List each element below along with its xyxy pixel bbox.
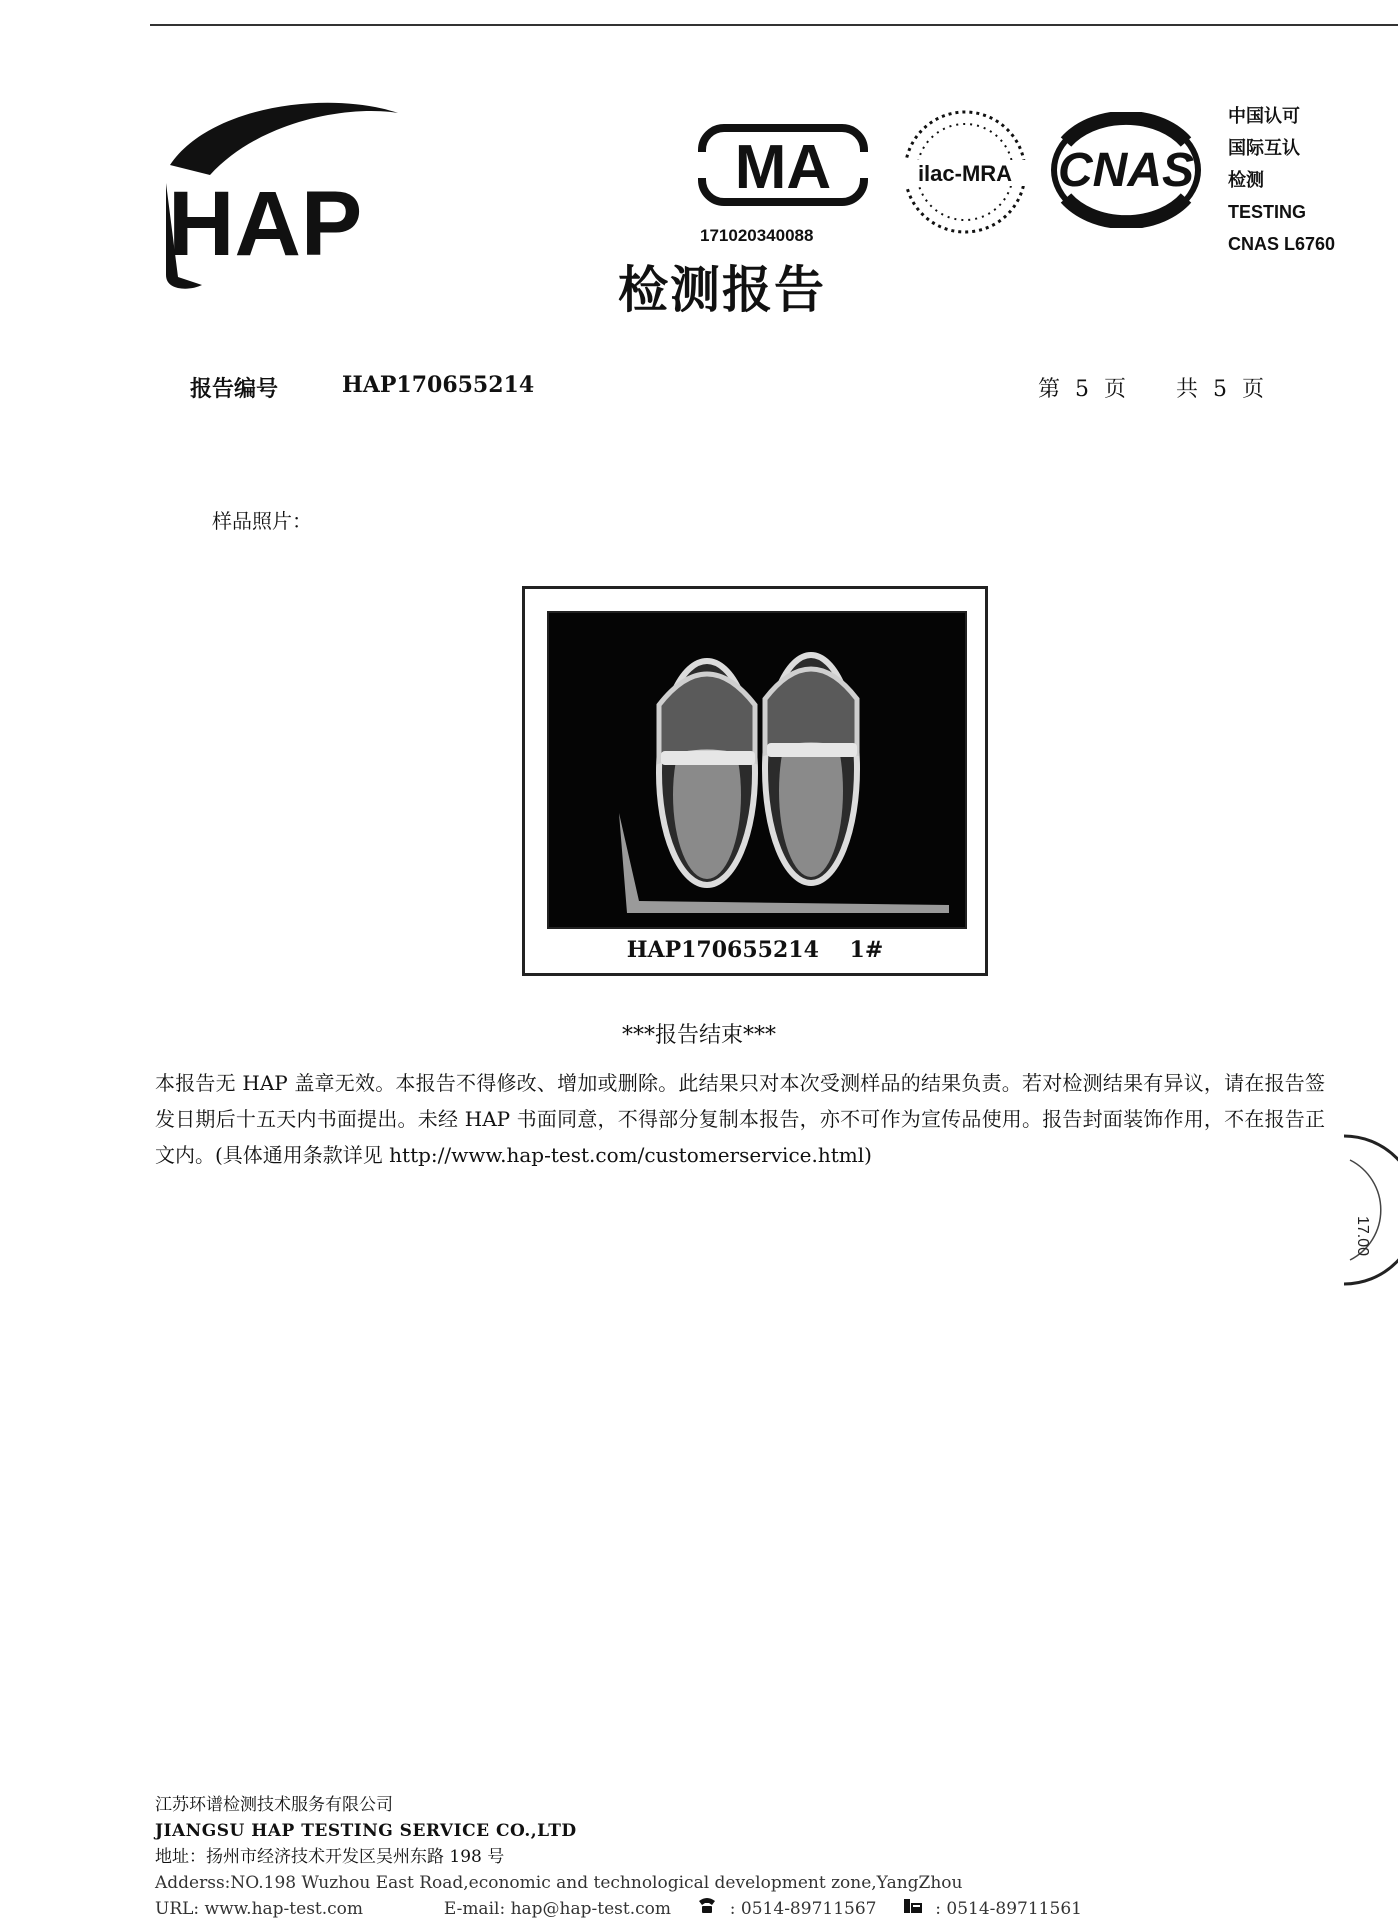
address-en: Adderss:NO.198 Wuzhou East Road,economic and technological development zone,YangZhou <box>155 1873 963 1893</box>
svg-text:17.00: 17.00 <box>1354 1216 1371 1257</box>
page-prefix: 第 <box>1038 377 1061 402</box>
cma-number: 171020340088 <box>700 226 814 245</box>
fax-icon <box>902 1897 924 1923</box>
sample-photo-frame <box>522 586 988 976</box>
contact-row <box>155 1896 1082 1923</box>
footer <box>155 1792 1082 1923</box>
report-end-marker: ***报告结束*** <box>621 1023 776 1048</box>
sample-photo-label: 样品照片： <box>212 509 312 533</box>
document-title: 检测报告 <box>618 260 826 319</box>
page-unit: 页 <box>1104 377 1127 402</box>
cnas-accreditation-text <box>1228 100 1335 260</box>
cnas-line: 国际互认 <box>1228 138 1300 158</box>
cma-logo <box>698 122 868 208</box>
slippers-photo-image <box>549 613 965 927</box>
company-name-en: JIANGSU HAP TESTING SERVICE CO.,LTD <box>155 1821 577 1841</box>
report-number-value: HAP170655214 <box>342 372 535 398</box>
partial-stamp-seal <box>1340 1130 1398 1290</box>
company-name-cn: 江苏环谱检测技术服务有限公司 <box>155 1795 393 1815</box>
sample-photo <box>547 611 967 929</box>
cnas-line: 中国认可 <box>1228 106 1300 126</box>
cnas-line: TESTING <box>1228 202 1307 222</box>
hap-logo <box>150 95 410 295</box>
page-indicator <box>1038 372 1264 403</box>
disclaimer-text: 本报告无 HAP 盖章无效。本报告不得修改、增加或删除。此结果只对本次受测样品的结果负责。若对检测结果有异议，请在报告签发日期后十五天内书面提出。未经 HAP 书面同意，不得部分复制本报告，亦不可作为宣传品使用。报告封面装饰作用，不在报告正文内。(具体通用条款详见 http://www.hap-test.com/customerservice.html) <box>155 1071 1325 1167</box>
address-cn: 地址：扬州市经济技术开发区吴州东路 198 号 <box>155 1847 505 1867</box>
phone-number: : 0514-89711567 <box>729 1899 877 1919</box>
top-border-line <box>150 24 1398 26</box>
cnas-line: CNAS L6760 <box>1228 234 1336 254</box>
website-url[interactable]: URL: www.hap-test.com <box>155 1899 364 1919</box>
cnas-line: 检测 <box>1228 170 1264 190</box>
email-address[interactable]: E-mail: hap@hap-test.com <box>443 1899 671 1919</box>
report-number-label: 报告编号 <box>190 376 279 402</box>
fax-number: : 0514-89711561 <box>935 1899 1082 1919</box>
phone-icon <box>696 1897 718 1923</box>
ilac-mra-logo <box>898 108 1032 236</box>
svg-text:CNAS: CNAS <box>1057 144 1195 197</box>
total-unit: 页 <box>1242 377 1265 402</box>
page-total: 5 <box>1213 377 1228 402</box>
svg-text:MA: MA <box>734 133 832 202</box>
cnas-logo <box>1046 112 1206 228</box>
total-prefix: 共 <box>1176 377 1199 402</box>
svg-text:HAP: HAP <box>168 173 363 275</box>
sample-photo-caption: HAP170655214 1# <box>626 937 884 963</box>
page-current: 5 <box>1075 377 1090 402</box>
svg-text:ilac-MRA: ilac-MRA <box>917 161 1013 186</box>
